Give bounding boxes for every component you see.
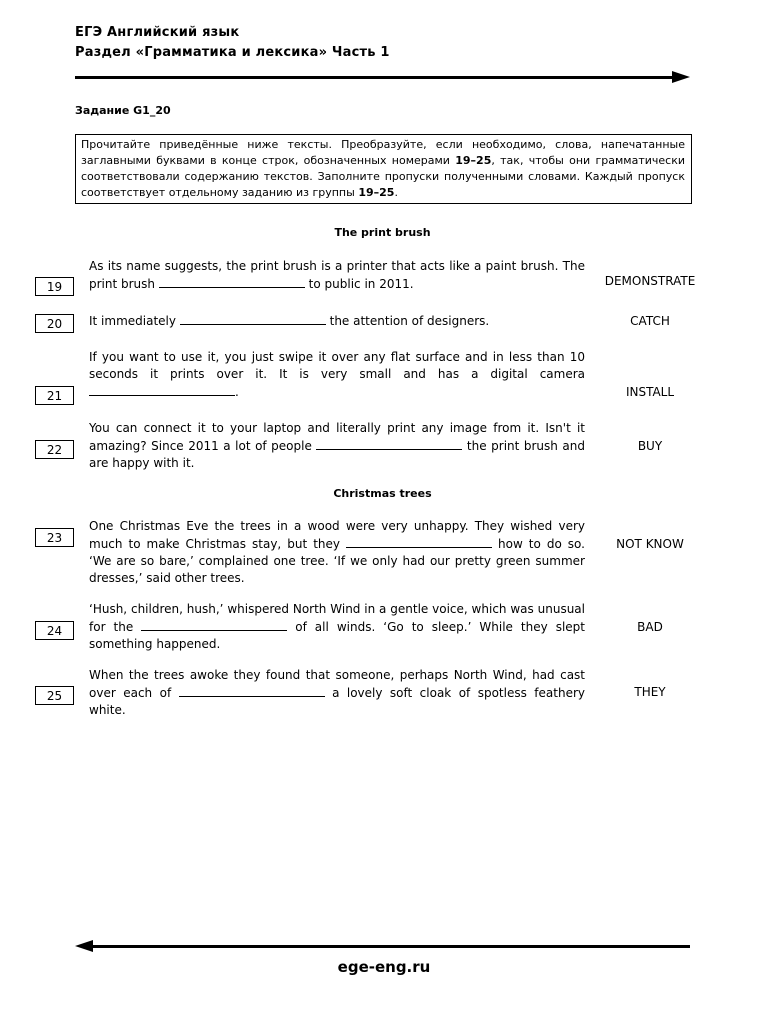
item-number-box: 21 [35,386,74,405]
instructions-text-1: Прочитайте приведённые ниже тексты. Преобразуйте, если необходимо, слова, напечатанные заглавными буквами в конце строк, обозначенных номерами [81,138,685,167]
item-number-box: 22 [35,440,74,459]
answer-blank[interactable] [179,684,325,697]
item-text [89,420,585,472]
item-text-before: As its name suggests, the print brush is a printer that acts like a paint brush. The print brush [89,259,585,291]
item-text [89,667,585,719]
base-word: BAD [637,620,663,634]
item-text-after: . [235,385,239,399]
item-number-box: 24 [35,621,74,640]
item-text [89,601,585,653]
answer-blank[interactable] [316,437,462,450]
instructions-range-2: 19–25 [358,186,395,199]
footer-site: ege-eng.ru [337,958,431,976]
item-number-box: 20 [35,314,74,333]
item-number-box: 23 [35,528,74,547]
item-text [89,312,585,330]
item-text-after: to public in 2011. [304,277,414,291]
section-title-christmas-trees: Christmas trees [333,487,432,500]
item-text-before: ‘Hush, children, hush,’ whispered North Wind in a gentle voice, which was unusual for the [89,602,585,634]
base-word: BUY [637,439,663,453]
item-text-after: the attention of designers. [325,314,490,328]
item-text-before: It immediately [89,314,180,328]
instructions-text-2: , так, чтобы они грамматически соответствовали содержанию текстов. Заполните пропуски полученными словами. Каждый пропуск соответствует отдельному заданию из группы [81,154,685,199]
item-text-after: of all winds. ‘Go to sleep.’ While they slept something happened. [89,620,586,651]
item-number-box: 25 [35,686,74,705]
item-text [89,349,585,401]
header-section: Раздел «Грамматика и лексика» Часть 1 [75,45,390,60]
answer-blank[interactable] [89,383,235,396]
answer-blank[interactable] [141,618,287,631]
item-text-before: When the trees awoke they found that someone, perhaps North Wind, had cast over each of [89,668,585,700]
instructions-text-3: . [394,186,398,199]
base-word: INSTALL [625,385,675,399]
instructions-range-1: 19–25 [455,154,492,167]
base-word: CATCH [630,314,670,328]
item-text-before: You can connect it to your laptop and literally print any image from it. Isn't it amazing? Since 2011 a lot of people [89,421,585,453]
item-text-after: a lovely soft cloak of spotless feathery white. [89,686,585,717]
instructions-box [75,134,692,204]
header-subject: ЕГЭ Английский язык [75,25,240,40]
item-text-after: the print brush and are happy with it. [89,439,585,470]
base-word: NOT KNOW [616,537,684,551]
item-text-before: If you want to use it, you just swipe it over any flat surface and in less than 10 seconds it prints over it. It is very small and has a digital camera [89,350,585,381]
section-title-print-brush: The print brush [334,226,431,239]
task-id: Задание G1_20 [75,104,171,117]
answer-blank[interactable] [159,275,305,288]
item-text [89,258,585,293]
item-text [89,518,585,587]
answer-blank[interactable] [346,535,492,548]
answer-blank[interactable] [180,312,326,325]
item-text-after: how to do so. ‘We are so bare,’ complained one tree. ‘If we only had our pretty green summer dresses,’ said other trees. [89,537,585,585]
base-word: THEY [634,685,666,699]
item-text-before: One Christmas Eve the trees in a wood were very unhappy. They wished very much to make Christmas stay, but they [89,519,585,551]
item-number-box: 19 [35,277,74,296]
base-word: DEMONSTRATE [604,274,696,288]
